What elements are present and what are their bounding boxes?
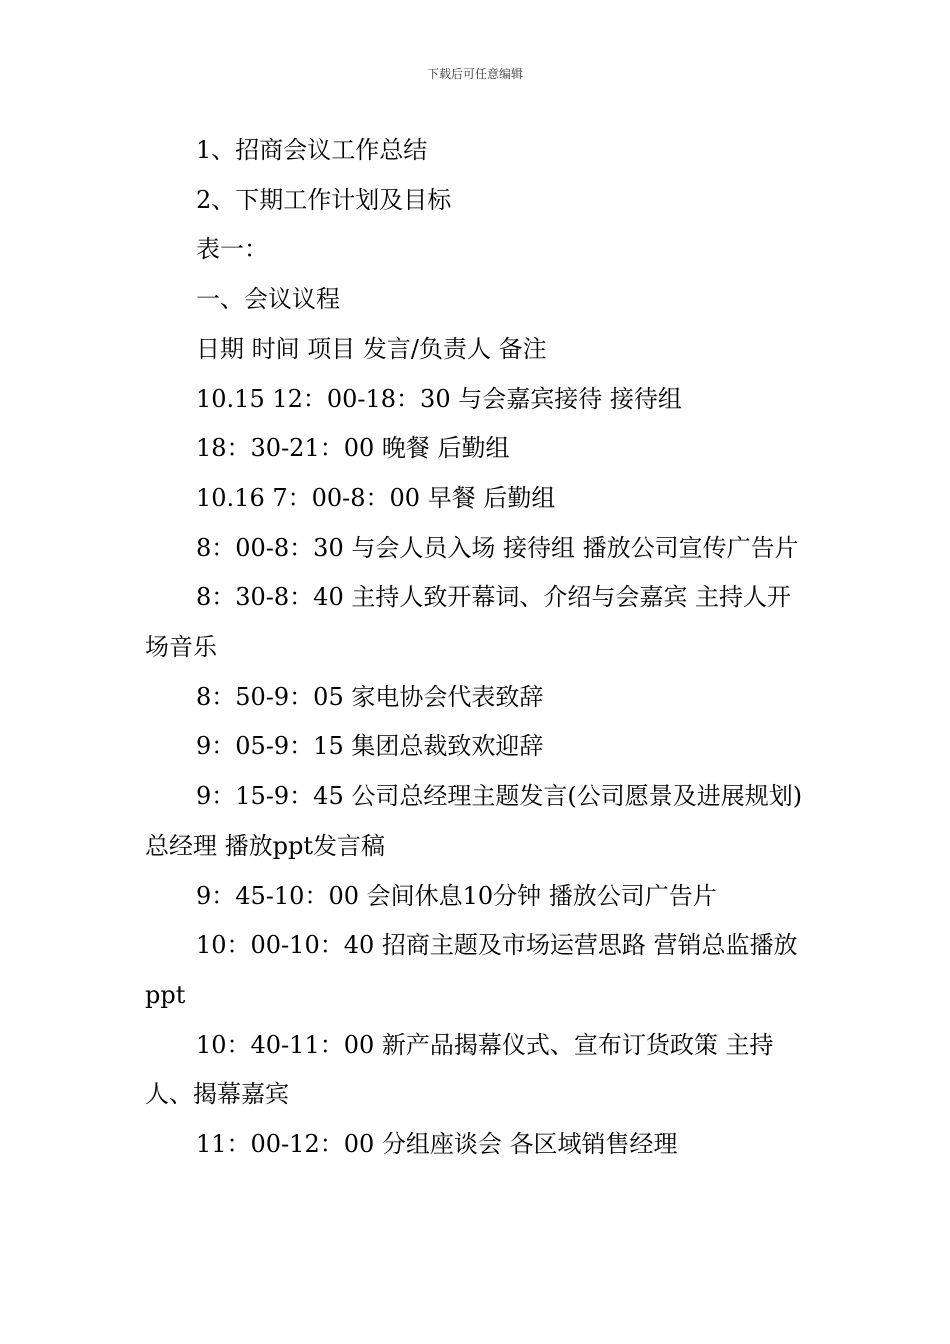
agenda-entry: 9：05-9：15 集团总裁致欢迎辞	[196, 732, 544, 761]
table-label: 表一：	[196, 235, 268, 264]
agenda-entry: 10.15 12：00-18：30 与会嘉宾接待 接待组	[196, 384, 682, 413]
agenda-entry: 11：00-12：00 分组座谈会 各区域销售经理	[196, 1130, 678, 1159]
agenda-entry: 8：00-8：30 与会人员入场 接待组 播放公司宣传广告片	[196, 533, 799, 562]
plan-item: 2、下期工作计划及目标	[196, 185, 452, 214]
agenda-column-headers: 日期 时间 项目 发言/负责人 备注	[196, 334, 547, 363]
agenda-entry: 9：45-10：00 会间休息10分钟 播放公司广告片	[196, 881, 717, 910]
page-header: 下载后可任意编辑	[426, 67, 523, 81]
section-heading: 一、会议议程	[196, 285, 340, 314]
agenda-entry: 9：15-9：45 公司总经理主题发言(公司愿景及进展规划) 总经理 播放ppt发言稿	[145, 782, 803, 860]
summary-item: 1、招商会议工作总结	[196, 136, 428, 164]
agenda-entry: 10.16 7：00-8：00 早餐 后勤组	[196, 483, 556, 512]
agenda-entry: 10：40-11：00 新产品揭幕仪式、宣布订货政策 主持人、揭幕嘉宾	[145, 1030, 774, 1109]
agenda-entry: 10：00-10：40 招商主题及市场运营思路 营销总监播放ppt	[145, 931, 798, 1009]
agenda-entry: 8：30-8：40 主持人致开幕词、介绍与会嘉宾 主持人开场音乐	[145, 583, 791, 662]
document-body	[145, 126, 810, 1170]
agenda-entry: 18：30-21：00 晚餐 后勤组	[196, 434, 510, 463]
agenda-entry: 8：50-9：05 家电协会代表致辞	[196, 682, 544, 711]
